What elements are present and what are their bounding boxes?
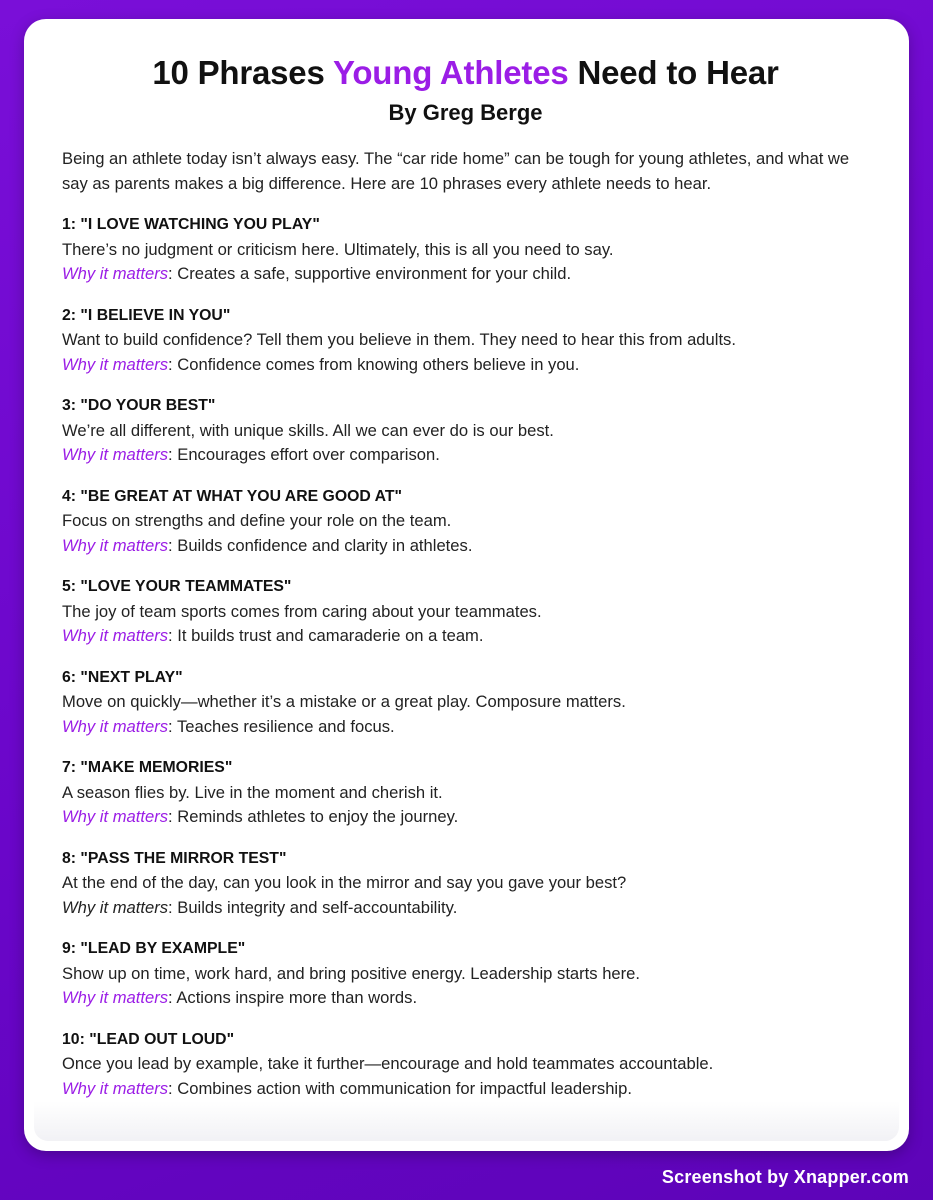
why-label: Why it matters bbox=[62, 354, 169, 374]
page-title bbox=[62, 53, 869, 93]
why-it-matters bbox=[62, 986, 869, 1011]
phrase-item-8 bbox=[62, 847, 869, 921]
why-label: Why it matters bbox=[62, 626, 169, 645]
why-it-matters bbox=[62, 534, 869, 559]
phrase-heading: 4: "BE GREAT AT WHAT YOU ARE GOOD AT" bbox=[62, 487, 402, 505]
why-it-matters bbox=[62, 262, 869, 287]
watermark-credit: Screenshot by Xnapper.com bbox=[661, 1167, 909, 1187]
why-it-matters bbox=[62, 715, 869, 740]
why-label: Why it matters bbox=[62, 807, 169, 826]
document-card bbox=[24, 19, 909, 1151]
phrase-heading: 9: "LEAD BY EXAMPLE" bbox=[62, 940, 246, 957]
phrase-heading: 1: "I LOVE WATCHING YOU PLAY" bbox=[62, 216, 320, 233]
intro-paragraph: Being an athlete today isn’t always easy. The “car ride home” can be tough for young athletes, and what we say as parents makes a big difference. Here are 10 phrases every athlete needs to hear. bbox=[62, 149, 850, 193]
why-label: Why it matters bbox=[62, 535, 169, 555]
phrase-heading: 7: "MAKE MEMORIES" bbox=[62, 759, 233, 776]
why-it-matters bbox=[62, 443, 869, 468]
phrase-text: Show up on time, work hard, and bring positive energy. Leadership starts here. bbox=[62, 963, 641, 983]
phrase-item-10 bbox=[62, 1028, 869, 1102]
phrase-text: At the end of the day, can you look in the mirror and say you gave your best? bbox=[62, 873, 627, 892]
why-text: : Actions inspire more than words. bbox=[168, 988, 418, 1007]
phrase-heading: 2: "I BELIEVE IN YOU" bbox=[62, 306, 231, 324]
phrase-item-6 bbox=[62, 666, 869, 740]
phrase-heading: 5: "LOVE YOUR TEAMMATES" bbox=[62, 578, 292, 595]
why-label: Why it matters bbox=[62, 264, 169, 283]
why-text: : Builds confidence and clarity in athletes. bbox=[168, 535, 473, 555]
why-label: Why it matters bbox=[62, 988, 169, 1007]
phrase-heading: 6: "NEXT PLAY" bbox=[62, 668, 183, 686]
why-it-matters bbox=[62, 624, 869, 649]
phrase-text: Want to build confidence? Tell them you believe in them. They need to hear this from adults. bbox=[62, 330, 736, 349]
phrase-heading: 8: "PASS THE MIRROR TEST" bbox=[62, 849, 287, 867]
why-it-matters bbox=[62, 353, 869, 378]
phrase-text: The joy of team sports comes from caring about your teammates. bbox=[62, 601, 542, 621]
byline: By Greg Berge bbox=[388, 100, 543, 125]
phrase-text: We’re all different, with unique skills. All we can ever do is our best. bbox=[62, 420, 554, 440]
why-it-matters bbox=[62, 805, 869, 830]
title-part-1: 10 Phrases bbox=[152, 54, 333, 91]
why-text: : Combines action with communication for impactful leadership. bbox=[168, 1078, 632, 1098]
why-text: : Creates a safe, supportive environment for your child. bbox=[168, 264, 572, 283]
phrase-heading: 3: "DO YOUR BEST" bbox=[62, 397, 216, 414]
phrase-text: Once you lead by example, take it further—encourage and hold teammates accountable. bbox=[62, 1054, 714, 1073]
phrase-text: Focus on strengths and define your role on the team. bbox=[62, 511, 452, 530]
why-text: : Teaches resilience and focus. bbox=[168, 716, 395, 736]
why-label: Why it matters bbox=[62, 716, 169, 736]
phrase-text: There’s no judgment or criticism here. Ultimately, this is all you need to say. bbox=[62, 239, 614, 259]
why-text: : Reminds athletes to enjoy the journey. bbox=[168, 807, 459, 826]
why-text: : It builds trust and camaraderie on a team. bbox=[168, 626, 484, 645]
phrase-item-1 bbox=[62, 213, 869, 287]
phrase-item-5 bbox=[62, 575, 869, 649]
title-part-2: Need to Hear bbox=[568, 54, 779, 91]
phrase-item-9 bbox=[62, 937, 869, 1011]
phrase-item-2 bbox=[62, 304, 869, 378]
title-accent: Young Athletes bbox=[332, 54, 569, 91]
why-label: Why it matters bbox=[62, 897, 169, 917]
why-label: Why it matters bbox=[62, 1078, 169, 1098]
phrase-item-7 bbox=[62, 756, 869, 830]
why-text: : Confidence comes from knowing others believe in you. bbox=[168, 354, 580, 374]
why-it-matters bbox=[62, 896, 869, 921]
phrase-text: A season flies by. Live in the moment and cherish it. bbox=[62, 782, 443, 802]
why-text: : Builds integrity and self-accountability. bbox=[168, 897, 458, 917]
phrase-item-4 bbox=[62, 485, 869, 559]
phrase-heading: 10: "LEAD OUT LOUD" bbox=[62, 1030, 235, 1048]
why-it-matters bbox=[62, 1077, 869, 1102]
phrase-text: Move on quickly—whether it’s a mistake or a great play. Composure matters. bbox=[62, 692, 626, 711]
phrase-item-3 bbox=[62, 394, 869, 468]
why-text: : Encourages effort over comparison. bbox=[168, 445, 440, 464]
why-label: Why it matters bbox=[62, 445, 169, 464]
